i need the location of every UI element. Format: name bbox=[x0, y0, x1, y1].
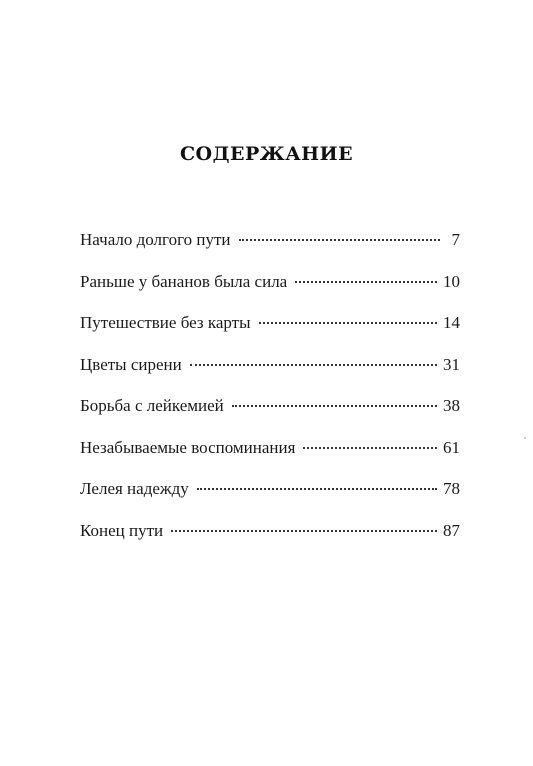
toc-entry bbox=[80, 438, 460, 480]
toc-entry-page: 78 bbox=[443, 479, 460, 498]
toc-entry-page: 31 bbox=[443, 354, 460, 374]
dot-leader bbox=[171, 530, 437, 532]
toc-entry-page: 61 bbox=[443, 437, 460, 457]
toc-entry-page: 10 bbox=[443, 271, 460, 291]
toc-entry-title: Борьба с лейкемией bbox=[80, 396, 224, 415]
toc-entry bbox=[80, 230, 460, 272]
toc-entry-page: 7 bbox=[451, 230, 460, 249]
paper-speck bbox=[524, 437, 526, 439]
toc-entry-title: Конец пути bbox=[80, 520, 164, 540]
toc-entry-page: 87 bbox=[443, 520, 460, 540]
toc-entry bbox=[80, 355, 460, 397]
table-of-contents bbox=[80, 230, 460, 562]
toc-entry-page: 38 bbox=[443, 396, 460, 415]
toc-entry-title: Незабываемые воспоминания bbox=[80, 437, 296, 457]
toc-entry-title: Лелея надежду bbox=[80, 479, 189, 498]
toc-entry-page: 14 bbox=[443, 313, 460, 332]
toc-entry bbox=[80, 272, 460, 314]
toc-entry bbox=[80, 396, 460, 438]
contents-heading: СОДЕРЖАНИЕ bbox=[179, 143, 354, 165]
dot-leader bbox=[190, 364, 437, 366]
dot-leader bbox=[295, 281, 437, 283]
toc-entry-title: Путешествие без карты bbox=[80, 313, 251, 332]
toc-entry bbox=[80, 521, 460, 563]
toc-entry bbox=[80, 313, 460, 355]
dot-leader bbox=[259, 322, 437, 324]
toc-entry-title: Начало долгого пути bbox=[80, 230, 231, 249]
dot-leader bbox=[303, 447, 437, 449]
dot-leader bbox=[232, 405, 437, 407]
toc-entry bbox=[80, 479, 460, 521]
toc-entry-title: Раньше у бананов была сила bbox=[80, 271, 288, 291]
dot-leader bbox=[197, 488, 437, 490]
toc-entry-title: Цветы сирени bbox=[80, 354, 182, 374]
dot-leader bbox=[239, 239, 440, 241]
